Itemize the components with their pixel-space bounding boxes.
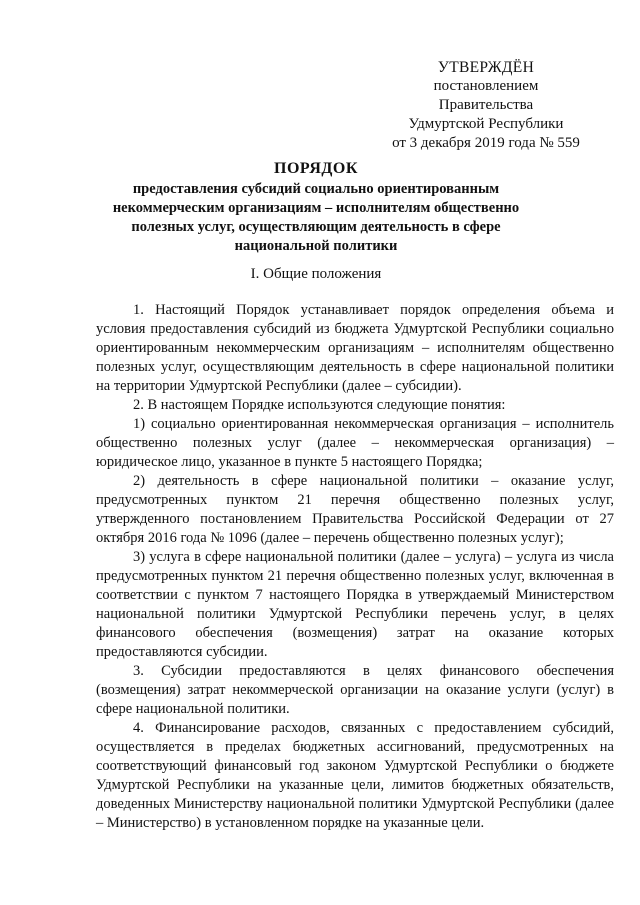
- paragraph: 3. Субсидии предоставляются в целях финансового обеспечения (возмещения) затрат некоммерческой организации на оказание услуги (услуг) в сфере национальной политики.: [96, 663, 614, 717]
- paragraph: 1. Настоящий Порядок устанавливает порядок определения объема и условия предоставления субсидий из бюджета Удмуртской Республики социально ориентированным некоммерческим организациям – исполнителям общественно полезных услуг, осуществляющим деятельность в сфере национальной политики на территории Удмуртской Республики (далее – субсидии).: [96, 302, 614, 394]
- approval-heading: УТВЕРЖДЁН: [437, 59, 535, 76]
- approval-line-1: постановлением Правительства: [433, 78, 539, 113]
- section-heading: I. Общие положения: [250, 266, 382, 282]
- paragraph: 3) услуга в сфере национальной политики (далее – услуга) – услуга из числа предусмотренных пунктом 21 перечня общественно полезных услуг, включенная в соответствии с пунктом 7 настоящего Порядка в утверждаемый Министерством национальной политики Удмуртской Республики перечень услуг, в целях финансового обеспечения (возмещения) затрат на оказание которых предоставляются субсидии.: [96, 549, 614, 660]
- paragraph: 2. В настоящем Порядке используются следующие понятия:: [133, 397, 506, 413]
- paragraph: 1) социально ориентированная некоммерческая организация – исполнитель общественно полезных услуг (далее – некоммерческая организация) – юридическое лицо, указанное в пункте 5 настоящего Порядка;: [96, 416, 614, 470]
- paragraph: 4. Финансирование расходов, связанных с предоставлением субсидий, осуществляется в пределах бюджетных ассигнований, предусмотренных на соответствующий финансовый год законом Удмуртской Республики о бюджете Удмуртской Республики на указанные цели, лимитов бюджетных обязательств, доведенных Министерству национальной политики Удмуртской Республики (далее – Министерство) в установленном порядке на указанные цели.: [96, 720, 614, 831]
- document-title-main: ПОРЯДОК: [274, 160, 358, 177]
- document-title: [96, 158, 536, 256]
- approval-line-2: Удмуртской Республики: [408, 116, 564, 132]
- document-title-subtitle: предоставления субсидий социально ориентированным некоммерческим организациям – исполнителям общественно полезных услуг, осуществляющим деятельность в сфере национальной политики: [112, 181, 520, 254]
- approval-stamp: [388, 58, 584, 153]
- approval-line-3: от 3 декабря 2019 года № 559: [392, 135, 580, 151]
- document-body: [96, 301, 614, 833]
- paragraph: 2) деятельность в сфере национальной политики – оказание услуг, предусмотренных пунктом 21 перечня общественно полезных услуг, утвержденного постановлением Правительства Российской Федерации от 27 октября 2016 года № 1096 (далее – перечень общественно полезных услуг);: [96, 473, 614, 546]
